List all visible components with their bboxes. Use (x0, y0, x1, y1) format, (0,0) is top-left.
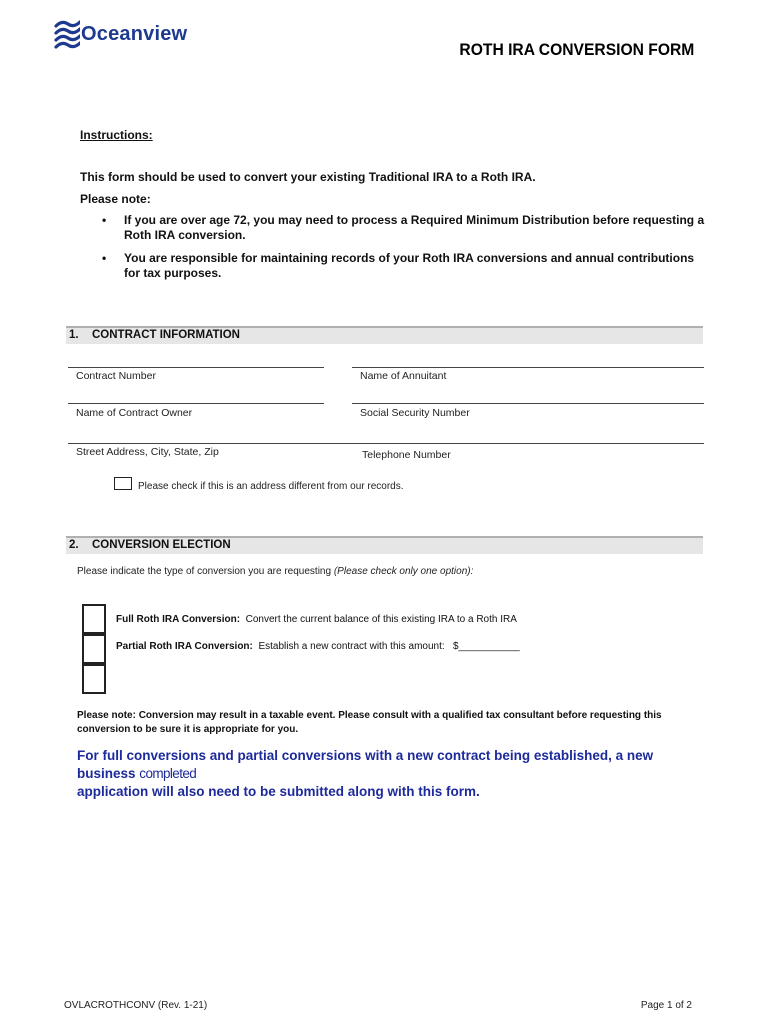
instruction-bullet: If you are over age 72, you may need to process a Required Minimum Distribution before requesting a Roth IRA conversion. (124, 213, 705, 242)
ssn-line[interactable] (352, 403, 704, 404)
address-label: Street Address, City, State, Zip (76, 446, 219, 458)
partial-conversion-desc: Establish a new contract with this amount: (258, 641, 445, 652)
owner-label: Name of Contract Owner (76, 407, 193, 419)
taxable-event-note: Please note: Conversion may result in a taxable event. Please consult with a qualified tax consultant before requesting this conversion to be sure it is appropriate for you. (77, 710, 662, 735)
conversion-prompt (77, 566, 473, 577)
completed-word: completed (139, 766, 197, 781)
bullet-icon: • (102, 251, 107, 265)
full-conversion-desc: Convert the current balance of this existing IRA to a Roth IRA (245, 614, 517, 625)
annuitant-line[interactable] (352, 367, 704, 368)
conversion-prompt-text: Please indicate the type of conversion you are requesting (77, 566, 332, 577)
wave-icon (54, 18, 80, 50)
address-different-checkbox[interactable] (114, 477, 132, 490)
section-title: CONVERSION ELECTION (92, 539, 231, 551)
contract-number-line[interactable] (68, 367, 324, 368)
full-conversion-checkbox[interactable] (82, 604, 106, 634)
bullet-icon: • (102, 213, 107, 227)
partial-amount-field[interactable]: $___________ (452, 641, 520, 652)
conversion-prompt-italic: (Please check only one option): (333, 566, 474, 577)
section-title: CONTRACT INFORMATION (92, 329, 240, 341)
full-conversion-label: Full Roth IRA Conversion: (116, 614, 241, 625)
instruction-bullet: You are responsible for maintaining records of your Roth IRA conversions and annual contributions for tax purposes. (124, 251, 695, 280)
address-different-label: Please check if this is an address different from our records. (138, 481, 404, 492)
section-number: 1. (69, 329, 79, 341)
new-business-note-text: For full conversions and partial conversions with a new contract being established, a new business (77, 748, 654, 781)
telephone-label: Telephone Number (362, 449, 451, 461)
partial-conversion-checkbox[interactable] (82, 634, 106, 664)
instructions-intro: This form should be used to convert your existing Traditional IRA to a Roth IRA. (80, 170, 536, 184)
new-business-note-end: application will also need to be submitted along with this form. (77, 784, 480, 799)
oceanview-logo (58, 18, 208, 52)
section-1-header (66, 326, 703, 344)
form-code: OVLACROTHCONV (Rev. 1-21) (64, 1000, 208, 1011)
address-telephone-line[interactable] (68, 443, 704, 444)
contract-number-label: Contract Number (76, 370, 156, 382)
form-title: ROTH IRA CONVERSION FORM (459, 40, 694, 59)
brand-name: Oceanview (81, 23, 188, 45)
page-number: Page 1 of 2 (640, 1000, 692, 1011)
instructions-label: Instructions: (80, 128, 153, 142)
partial-conversion-label: Partial Roth IRA Conversion: (116, 641, 253, 652)
conversion-option-box[interactable] (82, 664, 106, 694)
annuitant-label: Name of Annuitant (360, 370, 447, 382)
section-number: 2. (69, 539, 79, 551)
ssn-label: Social Security Number (360, 407, 470, 419)
owner-line[interactable] (68, 403, 324, 404)
please-note-label: Please note: (80, 192, 151, 206)
section-2-header (66, 536, 703, 554)
new-business-note (77, 747, 707, 801)
full-conversion-option (116, 614, 517, 625)
partial-conversion-option (116, 641, 520, 652)
